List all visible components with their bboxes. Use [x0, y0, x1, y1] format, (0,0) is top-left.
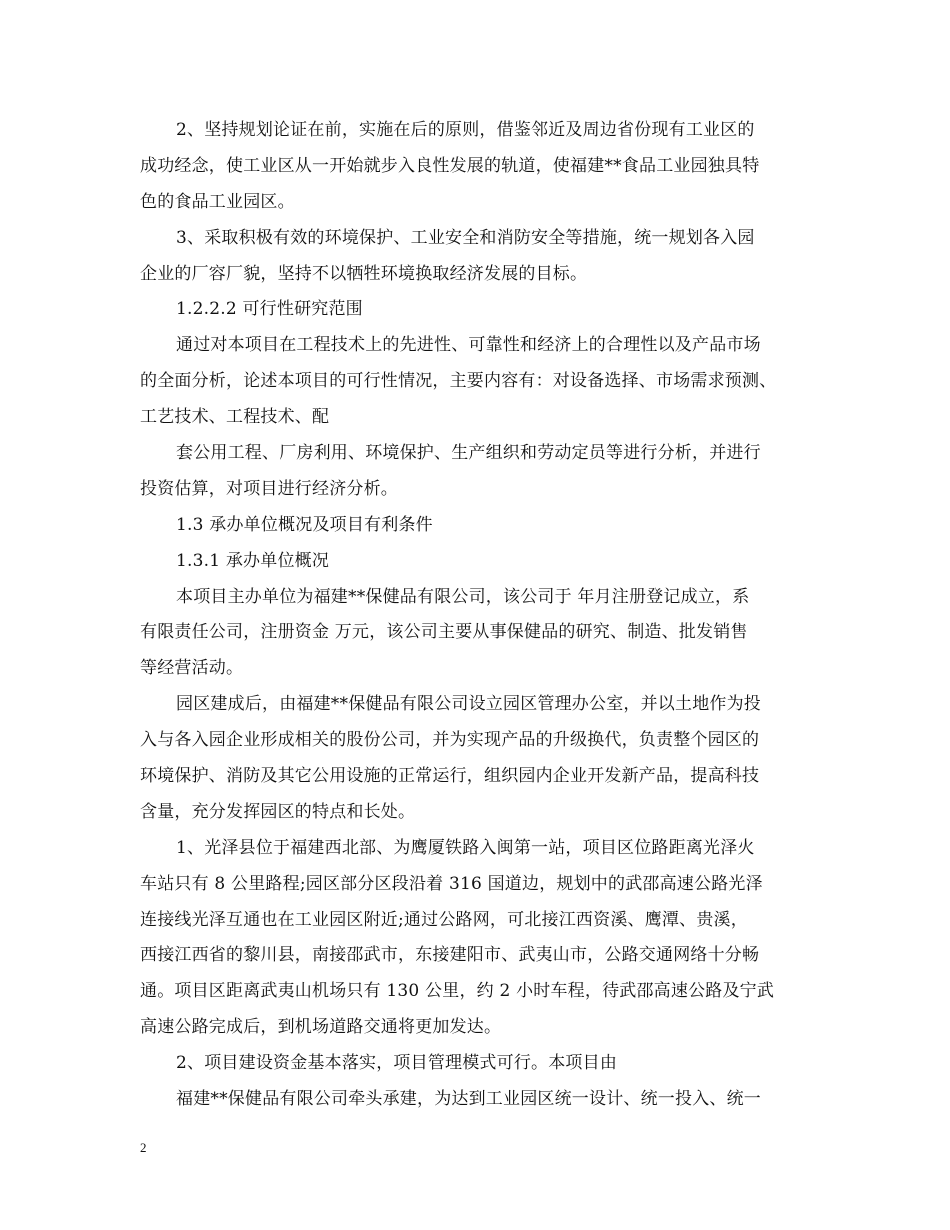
text-line: 西接江西省的黎川县，南接邵武市，东接建阳市、武夷山市，公路交通网络十分畅: [140, 945, 760, 966]
text-line: 投资估算，对项目进行经济分析。: [140, 478, 398, 499]
section-heading: 1.3.1 承办单位概况: [176, 550, 330, 571]
text-line: 成功经念，使工业区从一开始就步入良性发展的轨道，使福建**食品工业园独具特: [140, 155, 760, 176]
text-line: 2、坚持规划论证在前，实施在后的原则，借鉴邻近及周边省份现有工业区的: [176, 120, 755, 140]
document-text: [140, 113, 818, 1118]
text-line: 环境保护、消防及其它公用设施的正常运行，组织园内企业开发新产品，提高科技: [140, 766, 760, 787]
text-line: 福建**保健品有限公司牵头承建，为达到工业园区统一设计、统一投入、统一: [176, 1089, 761, 1110]
text-line: 的全面分析，论述本项目的可行性情况，主要内容有：对设备选择、市场需求预测、: [140, 371, 777, 392]
text-line: 车站只有 8 公里路程;园区部分区段沿着 316 国道边，规划中的武邵高速公路光泽: [140, 873, 763, 894]
page-number: 2: [140, 1140, 147, 1155]
text-line: 园区建成后，由福建**保健品有限公司设立园区管理办公室，并以土地作为投: [176, 694, 761, 715]
text-line: 套公用工程、厂房利用、环境保护、生产组织和劳动定员等进行分析，并进行: [176, 443, 761, 464]
text-line: 3、采取积极有效的环境保护、工业安全和消防安全等措施，统一规划各入园: [176, 227, 755, 248]
document-body: [140, 113, 818, 1118]
text-line: 2、项目建设资金基本落实，项目管理模式可行。本项目由: [176, 1053, 618, 1074]
text-line: 连接线光泽互通也在工业园区附近;通过公路网，可北接江西资溪、鹰潭、贵溪，: [140, 909, 748, 930]
text-line: 通过对本项目在工程技术上的先进性、可靠性和经济上的合理性以及产品市场: [176, 335, 761, 356]
text-line: 通。项目区距离武夷山机场只有 130 公里，约 2 小时车程，待武邵高速公路及宁武: [140, 981, 775, 1002]
text-line: 高速公路完成后，到机场道路交通将更加发达。: [140, 1017, 502, 1038]
section-heading: 1.2.2.2 可行性研究范围: [176, 299, 363, 320]
text-line: 色的食品工业园区。: [140, 191, 295, 212]
text-line: 本项目主办单位为福建**保健品有限公司，该公司于 年月注册登记成立，系: [176, 586, 750, 607]
text-line: 入与各入园企业形成相关的股份公司，并为实现产品的升级换代，负责整个园区的: [140, 730, 760, 751]
text-line: 1、光泽县位于福建西北部、为鹰厦铁路入闽第一站，项目区位路距离光泽火: [176, 837, 755, 858]
text-line: 等经营活动。: [140, 658, 244, 679]
text-line: 工艺技术、工程技术、配: [140, 407, 330, 428]
text-line: 含量，充分发挥园区的特点和长处。: [140, 801, 416, 822]
text-line: 企业的厂容厂貌，坚持不以牺牲环境换取经济发展的目标。: [140, 263, 588, 284]
section-heading: 1.3 承办单位概况及项目有利条件: [176, 514, 433, 535]
text-line: 有限责任公司，注册资金 万元，该公司主要从事保健品的研究、制造、批发销售: [140, 622, 748, 643]
